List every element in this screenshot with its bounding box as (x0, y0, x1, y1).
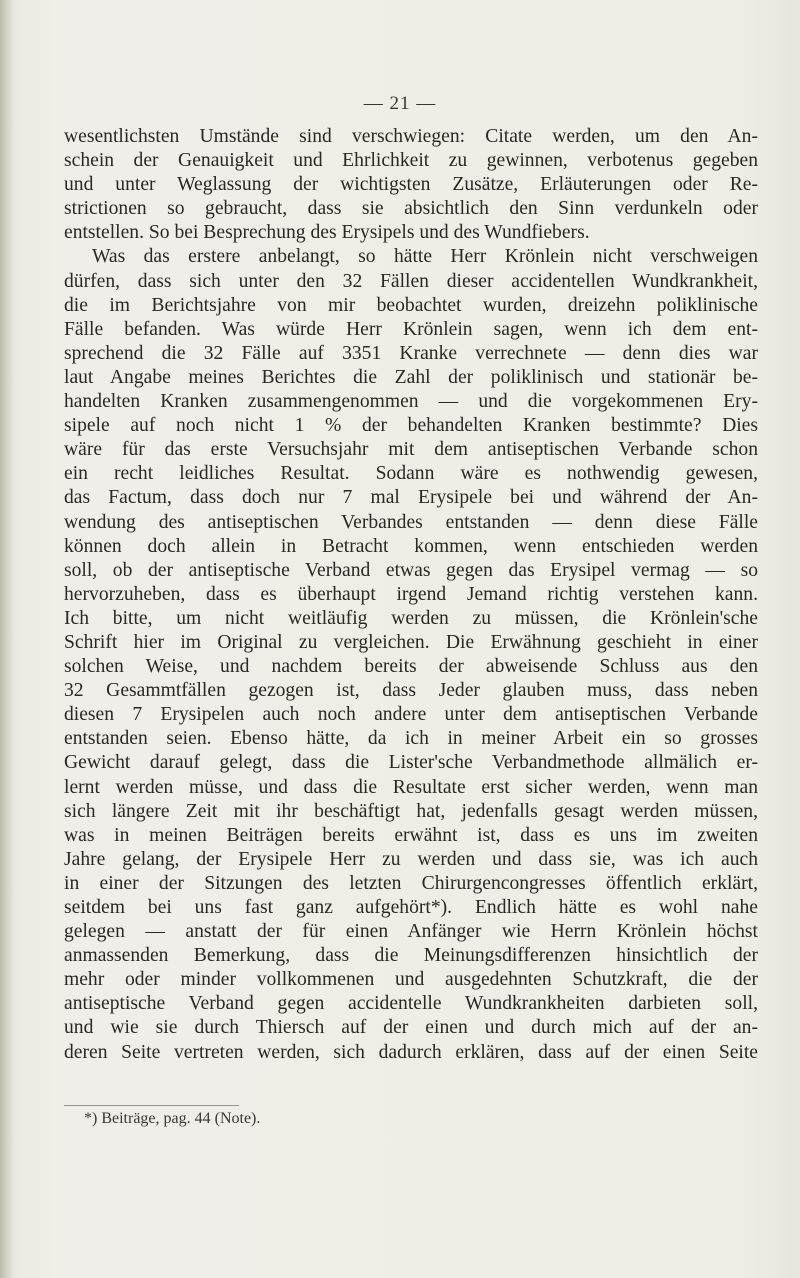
text-line: können doch allein in Betracht kommen, wenn entschieden werden (64, 535, 758, 557)
text-line: handelten Kranken zusammengenommen — und die vorgekommenen Ery- (64, 391, 758, 413)
text-line: soll, ob der antiseptische Verband etwas gegen das Erysipel vermag — so (64, 559, 758, 581)
text-line: solchen Weise, und nachdem bereits der abweisende Schluss aus den (64, 656, 758, 678)
text-line: anmassenden Bemerkung, dass die Meinungsdifferenzen hinsichtlich der (64, 945, 758, 967)
text-line: und wie sie durch Thiersch auf der einen und durch mich auf der an- (64, 1017, 758, 1039)
text-line: wäre für das erste Versuchsjahr mit dem antiseptischen Verbande schon (64, 439, 758, 461)
text-line: Ich bitte, um nicht weitläufig werden zu müssen, die Krönlein'sche (64, 607, 758, 629)
text-line: Jahre gelang, der Erysipele Herr zu werden und dass sie, was ich auch (64, 848, 758, 870)
text-line: sich längere Zeit mit ihr beschäftigt hat, jedenfalls gesagt werden müssen, (64, 800, 758, 822)
footnote-divider (64, 1105, 239, 1106)
text-line: strictionen so gebraucht, dass sie absichtlich den Sinn verdunkeln oder (64, 198, 758, 220)
text-line: Schrift hier im Original zu vergleichen. Die Erwähnung geschieht in einer (64, 631, 758, 653)
text-line: das Factum, dass doch nur 7 mal Erysipele bei und während der An- (64, 487, 758, 509)
text-line: Fälle befanden. Was würde Herr Krönlein sagen, wenn ich dem ent- (64, 318, 758, 340)
text-line: ein recht leidliches Resultat. Sodann wäre es nothwendig gewesen, (64, 463, 758, 485)
body-text (64, 125, 758, 1065)
text-line: hervorzuheben, dass es überhaupt irgend Jemand richtig verstehen kann. (64, 583, 758, 605)
text-line: 32 Gesammtfällen gezogen ist, dass Jeder glauben muss, dass neben (64, 680, 758, 702)
text-line: dürfen, dass sich unter den 32 Fällen dieser accidentellen Wundkrankheit, (64, 270, 758, 292)
text-line: mehr oder minder vollkommenen und ausgedehnten Schutzkraft, die der (64, 969, 758, 991)
text-line: Was das erstere anbelangt, so hätte Herr Krönlein nicht verschweigen (92, 246, 758, 268)
text-line: diesen 7 Erysipelen auch noch andere unter dem antiseptischen Verbande (64, 704, 758, 726)
text-line: und unter Weglassung der wichtigsten Zusätze, Erläuterungen oder Re- (64, 174, 758, 196)
text-line: was in meinen Beiträgen bereits erwähnt ist, dass es uns im zweiten (64, 824, 758, 846)
page-binding-shadow (0, 0, 14, 1278)
text-line: entstellen. So bei Besprechung des Erysipels und des Wundfiebers. (64, 222, 590, 244)
text-line: in einer der Sitzungen des letzten Chirurgencongresses öffentlich erklärt, (64, 872, 758, 894)
text-line: gelegen — anstatt der für einen Anfänger wie Herrn Krönlein höchst (64, 921, 758, 943)
text-line: wesentlichsten Umstände sind verschwiegen: Citate werden, um den An- (64, 126, 758, 147)
text-line: Gewicht darauf gelegt, dass die Lister'sche Verbandmethode allmälich er- (64, 752, 758, 774)
page-number: — 21 — (363, 93, 437, 114)
text-line: laut Angabe meines Berichtes die Zahl der poliklinisch und stationär be- (64, 366, 758, 388)
text-line: sprechend die 32 Fälle auf 3351 Kranke verrechnete — denn dies war (64, 342, 758, 364)
text-line: wendung des antiseptischen Verbandes entstanden — denn diese Fälle (64, 511, 758, 533)
text-line: lernt werden müsse, und dass die Resultate erst sicher werden, wenn man (64, 776, 758, 798)
text-line: schein der Genauigkeit und Ehrlichkeit zu gewinnen, verbotenus gegeben (64, 150, 758, 172)
text-line: deren Seite vertreten werden, sich dadurch erklären, dass auf der einen Seite (64, 1041, 758, 1063)
footnote: *) Beiträge, pag. 44 (Note). (84, 1110, 261, 1127)
text-line: sipele auf noch nicht 1 % der behandelten Kranken bestimmte? Dies (64, 415, 758, 437)
text-line: die im Berichtsjahre von mir beobachtet wurden, dreizehn poliklinische (64, 294, 758, 316)
text-line: seitdem bei uns fast ganz aufgehört*). Endlich hätte es wohl nahe (64, 897, 758, 918)
text-line: entstanden seien. Ebenso hätte, da ich in meiner Arbeit ein so grosses (64, 728, 758, 750)
text-line: antiseptische Verband gegen accidentelle Wundkrankheiten darbieten soll, (64, 993, 758, 1015)
